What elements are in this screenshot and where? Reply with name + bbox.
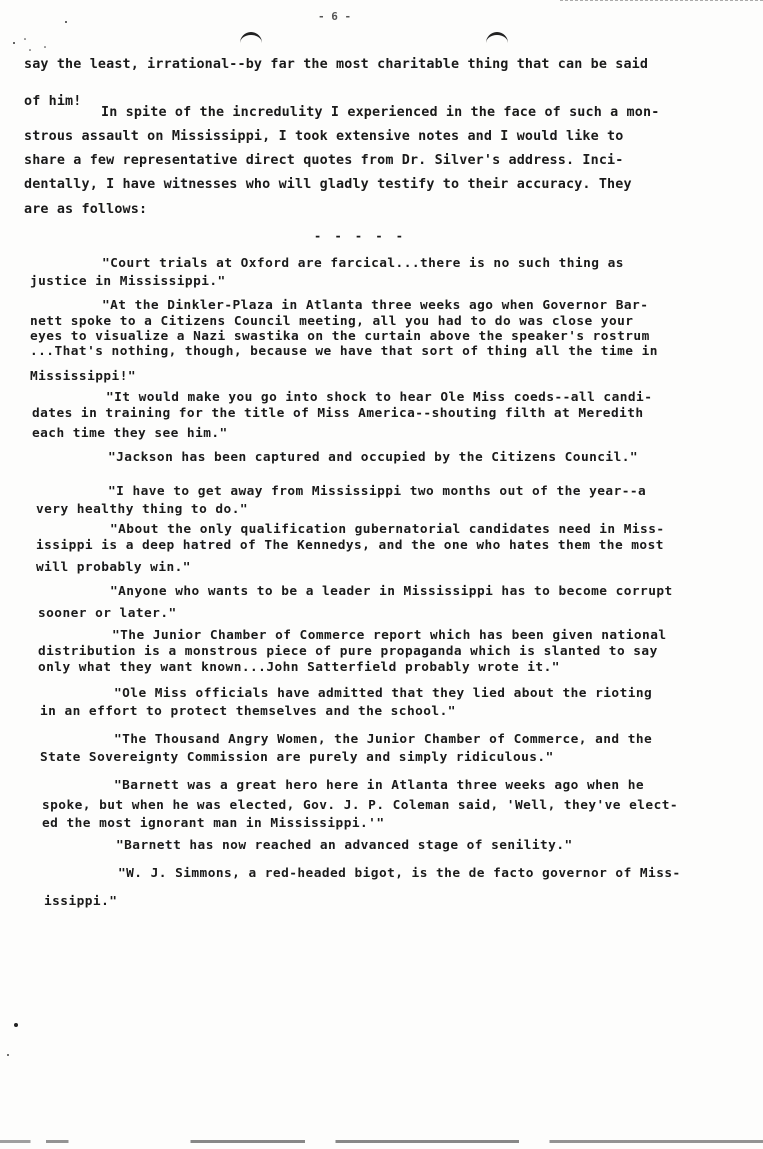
body-line: dentally, I have witnesses who will gladly testify to their accuracy. They (24, 177, 632, 192)
quote-line: Mississippi!" (30, 369, 137, 384)
quote-line: "The Thousand Angry Women, the Junior Chamber of Commerce, and the (114, 732, 653, 747)
quote-line: "Barnett has now reached an advanced stage of senility." (116, 838, 573, 853)
quote-line: "About the only qualification gubernatorial candidates need in Miss- (110, 522, 665, 537)
quote-line: "W. J. Simmons, a red-headed bigot, is the de facto governor of Miss- (118, 866, 681, 881)
quote-line: "It would make you go into shock to hear Ole Miss coeds--all candi- (106, 390, 653, 405)
punch-hole-right (486, 32, 508, 47)
quote-line: very healthy thing to do." (36, 502, 249, 517)
quote-line: "Ole Miss officials have admitted that they lied about the rioting (114, 686, 653, 701)
quote-line: "Court trials at Oxford are farcical...there is no such thing as (102, 256, 624, 271)
body-line: of him! (24, 94, 82, 109)
quote-line: "Barnett was a great hero here in Atlanta three weeks ago when he (114, 778, 645, 793)
quote-line: issippi is a deep hatred of The Kennedys, and the one who hates them the most (36, 538, 664, 553)
quote-line: sooner or later." (38, 606, 177, 621)
quote-line: spoke, but when he was elected, Gov. J. P. Coleman said, 'Well, they've elect- (42, 798, 679, 813)
quote-line: in an effort to protect themselves and the school." (40, 704, 456, 719)
quote-line: eyes to visualize a Nazi swastika on the curtain above the speaker's rostrum (30, 329, 650, 344)
body-line: In spite of the incredulity I experienced in the face of such a mon- (101, 105, 660, 120)
body-line: share a few representative direct quotes from Dr. Silver's address. Inci- (24, 153, 624, 168)
quote-line: "I have to get away from Mississippi two months out of the year--a (108, 484, 647, 499)
quote-line: "Jackson has been captured and occupied by the Citizens Council." (108, 450, 639, 465)
body-line: say the least, irrational--by far the most charitable thing that can be said (24, 57, 649, 72)
quote-line: "Anyone who wants to be a leader in Mississippi has to become corrupt (110, 584, 673, 599)
section-separator: - - - - - (314, 229, 407, 243)
quote-line: "The Junior Chamber of Commerce report which has been given national (112, 628, 667, 643)
body-line: are as follows: (24, 202, 148, 217)
quote-line: distribution is a monstrous piece of pure propaganda which is slanted to say (38, 644, 658, 659)
quote-line: State Sovereignty Commission are purely and simply ridiculous." (40, 750, 554, 765)
quote-line: each time they see him." (32, 426, 228, 441)
scan-edge-top (560, 0, 763, 2)
scan-edge-bottom (0, 1140, 763, 1143)
quote-line: dates in training for the title of Miss America--shouting filth at Meredith (32, 406, 644, 421)
quote-line: issippi." (44, 894, 118, 909)
page-number: - 6 - (318, 10, 352, 23)
quote-line: only what they want known...John Satterfield probably wrote it." (38, 660, 560, 675)
quote-line: ...That's nothing, though, because we have that sort of thing all the time in (30, 344, 658, 359)
quote-line: ed the most ignorant man in Mississippi.'" (42, 816, 385, 831)
quote-line: "At the Dinkler-Plaza in Atlanta three weeks ago when Governor Bar- (102, 298, 649, 313)
quote-line: nett spoke to a Citizens Council meeting, all you had to do was close your (30, 314, 634, 329)
quote-line: justice in Mississippi." (30, 274, 226, 289)
quote-line: will probably win." (36, 560, 191, 575)
punch-hole-left (240, 32, 262, 47)
body-line: strous assault on Mississippi, I took extensive notes and I would like to (24, 129, 624, 144)
